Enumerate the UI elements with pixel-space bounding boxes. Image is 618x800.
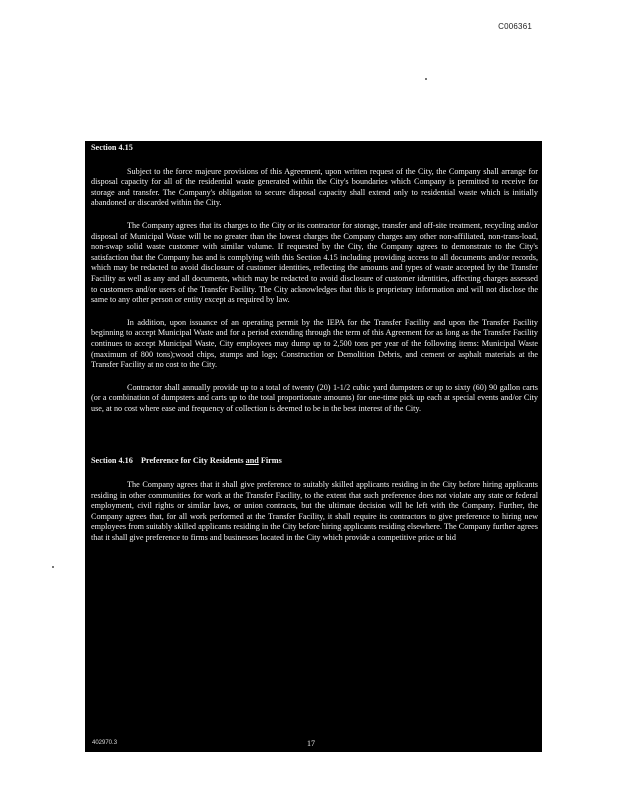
section-4-15-paragraph-2: The Company agrees that its charges to the City or its contractor for storage, transfer and off-site treatment, recycling and/or disposal of Municipal Waste will be no greater than the lowest charges the Company charges any other non-affiliated, non-trans-load, non-swap solid waste customer with similar volume. If requested by the City, the Company agrees to demonstrate to the City's satisfaction that the Company has and is complying with this Section 4.15 including providing access to all documents and/or records, which may be redacted to avoid disclosure of customer identities, reflecting the amounts and types of waste accepted by the Transfer Facility as well as any and all documents, which may be redacted to avoid disclosure of customer identities, affecting charges assessed to customers and/or users of the Transfer Facility. The City acknowledges that this is proprietary information and will not disclose the same to any other person or entity except as required by law. — [91, 220, 538, 305]
footer-page-number: 17 — [307, 739, 315, 749]
section-4-15-paragraph-4: Contractor shall annually provide up to a total of twenty (20) 1-1/2 cubic yard dumpsters or up to sixty (60) 90 gallon carts (or a combination of dumpsters and carts up to the total proportionate amounts) for one-time pick up each at special events and/or City use, at no cost where ease and frequency of collection is deemed to be in the best interest of the City. — [91, 382, 538, 413]
section-4-16-heading — [91, 456, 538, 467]
scan-speck — [52, 566, 54, 568]
section-4-15-heading: Section 4.15 — [91, 143, 133, 152]
document-page-body — [85, 141, 542, 752]
bates-number: C006361 — [498, 22, 532, 31]
section-4-15-paragraph-3: In addition, upon issuance of an operating permit by the IEPA for the Transfer Facility and upon the Transfer Facility beginning to accept Municipal Waste and for a period extending through the term of this Agreement for as long as the Transfer Facility continues to accept Municipal Waste, City employees may dump up to 2,500 tons per year of the following items: Municipal Waste (maximum of 800 tons);wood chips, stumps and logs; Construction or Demolition Debris, and cement or asphalt materials at the Transfer Facility at no cost to the City. — [91, 317, 538, 370]
scan-speck — [425, 78, 427, 80]
footer-doc-id: 402970.3 — [92, 740, 118, 747]
section-4-16-paragraph: The Company agrees that it shall give preference to suitably skilled applicants residing in the City before hiring applicants residing in other communities for work at the Transfer Facility, to the extent that such preference does not violate any state or federal employment, civil rights or similar laws, or union contracts, but the ultimate decision will be left with the Company. Further, the Company agrees that, for all work performed at the Transfer Facility, it shall require its contractors to give preference to hiring new employees from suitably skilled applicants residing in the City before hiring applicants residing elsewhere. The Company further agrees that it shall give preference to firms and businesses located in the City which provide a competitive price or bid — [91, 480, 538, 543]
section-4-16-heading-prefix: Section 4.16 Preference for City Residents — [91, 456, 246, 466]
section-4-15-paragraph-1: Subject to the force majeure provisions of this Agreement, upon written request of the City, the Company shall arrange for disposal capacity for all of the residential waste generated within the City's boundaries which Company is permitted to receive for storage and transfer. The Company's obligation to secure disposal capacity shall extend only to residential waste which is initially abandoned or discarded within the City. — [91, 166, 538, 208]
section-4-16-heading-and: and — [245, 456, 259, 466]
section-4-16-heading-suffix: Firms — [258, 456, 282, 466]
